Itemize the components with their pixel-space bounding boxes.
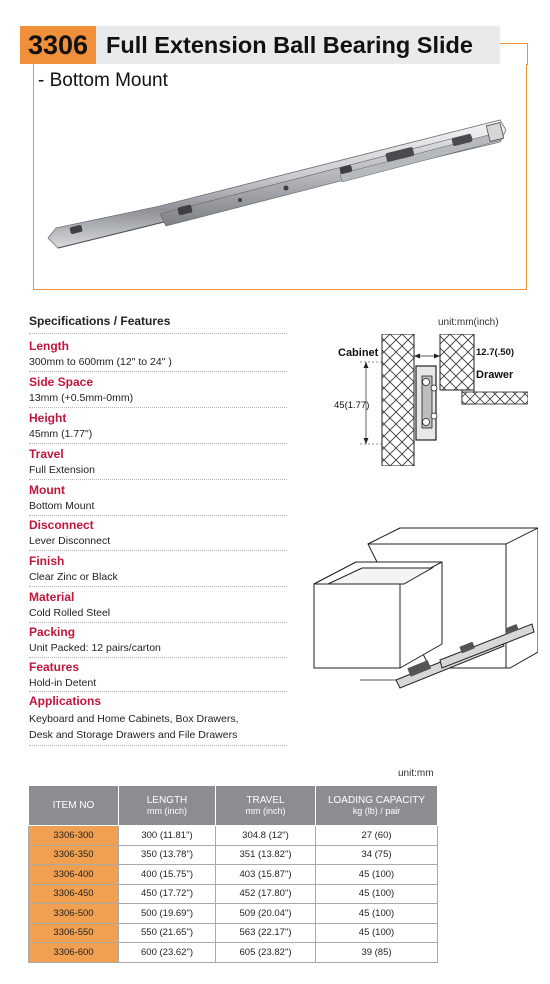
capacity-cell: 45 (100): [316, 904, 438, 924]
frame-corner: [500, 43, 528, 65]
length-cell: 500 (19.69"): [119, 904, 216, 924]
travel-cell: 351 (13.82"): [216, 845, 316, 865]
divider: [29, 479, 287, 480]
spec-value: Unit Packed: 12 pairs/carton: [29, 642, 161, 654]
divider: [29, 333, 287, 334]
spec-label: Applications: [29, 694, 102, 708]
travel-cell: 403 (15.87"): [216, 865, 316, 885]
spec-label: Travel: [29, 447, 64, 461]
spec-value: 13mm (+0.5mm-0mm): [29, 392, 134, 404]
spec-label: Packing: [29, 625, 76, 639]
divider: [29, 407, 287, 408]
divider: [29, 657, 287, 658]
spec-value: Desk and Storage Drawers and File Drawers: [29, 729, 238, 741]
item-no-cell: 3306-350: [29, 845, 119, 865]
height-dimension-label: 45(1.77): [334, 400, 370, 411]
divider: [29, 550, 287, 551]
spec-travel: [29, 447, 289, 477]
travel-cell: 304.8 (12"): [216, 826, 316, 846]
table-row: [29, 904, 438, 924]
model-spec-table: [28, 785, 438, 963]
table-row: [29, 826, 438, 846]
divider: [29, 443, 287, 444]
spec-packing: [29, 625, 289, 655]
divider: [29, 691, 287, 692]
spec-value: 45mm (1.77"): [29, 428, 93, 440]
specs-heading: Specifications / Features: [29, 314, 171, 328]
cabinet-label: Cabinet: [338, 347, 379, 359]
column-header-loading-capacity: LOADING CAPACITY kg (lb) / pair: [316, 786, 438, 826]
item-no-cell: 3306-450: [29, 884, 119, 904]
spec-label: Height: [29, 411, 67, 425]
travel-cell: 452 (17.80"): [216, 884, 316, 904]
unit-note: unit:mm(inch): [438, 317, 499, 328]
product-photo: [40, 110, 510, 260]
item-no-cell: 3306-300: [29, 826, 119, 846]
capacity-cell: 39 (85): [316, 943, 438, 963]
spec-value: Bottom Mount: [29, 500, 95, 512]
spec-value: Full Extension: [29, 464, 95, 476]
travel-cell: 605 (23.82"): [216, 943, 316, 963]
table-header-row: [29, 786, 438, 826]
column-header-length: LENGTH mm (inch): [119, 786, 216, 826]
spec-label: Material: [29, 590, 75, 604]
table-row: [29, 923, 438, 943]
table-row: [29, 884, 438, 904]
spec-value: Hold-in Detent: [29, 677, 97, 689]
item-no-cell: 3306-500: [29, 904, 119, 924]
spec-label: Length: [29, 339, 69, 353]
divider: [29, 515, 287, 516]
table-row: [29, 865, 438, 885]
divider: [29, 586, 287, 587]
side-space-label: 12.7(.50): [476, 347, 515, 358]
spec-features: [29, 660, 289, 690]
column-header-travel: TRAVEL mm (inch): [216, 786, 316, 826]
table-row: [29, 943, 438, 963]
spec-label: Side Space: [29, 375, 94, 389]
divider: [29, 745, 287, 746]
spec-label: Features: [29, 660, 80, 674]
capacity-cell: 34 (75): [316, 845, 438, 865]
length-cell: 600 (23.62"): [119, 943, 216, 963]
capacity-cell: 45 (100): [316, 865, 438, 885]
spec-finish: [29, 554, 289, 584]
column-header-item-no: ITEM NO: [29, 786, 119, 826]
divider: [29, 622, 287, 623]
spec-label: Finish: [29, 554, 65, 568]
capacity-cell: 45 (100): [316, 923, 438, 943]
length-cell: 300 (11.81"): [119, 826, 216, 846]
page-title: Full Extension Ball Bearing Slide: [106, 32, 473, 58]
spec-label: Disconnect: [29, 518, 94, 532]
spec-value: Cold Rolled Steel: [29, 607, 111, 619]
length-cell: 550 (21.65"): [119, 923, 216, 943]
drawer-installation-diagram: [300, 520, 538, 698]
spec-height: [29, 411, 289, 441]
item-no-cell: 3306-400: [29, 865, 119, 885]
spec-value: Clear Zinc or Black: [29, 571, 118, 583]
spec-disconnect: [29, 518, 289, 548]
spec-applications: [29, 694, 289, 742]
divider: [29, 371, 287, 372]
drawer-label: Drawer: [476, 369, 514, 381]
spec-value: Lever Disconnect: [29, 535, 111, 547]
item-no-cell: 3306-550: [29, 923, 119, 943]
travel-cell: 563 (22.17"): [216, 923, 316, 943]
capacity-cell: 45 (100): [316, 884, 438, 904]
model-number-badge: 3306: [20, 26, 96, 64]
length-cell: 450 (17.72"): [119, 884, 216, 904]
spec-value: 300mm to 600mm (12" to 24" ): [29, 356, 172, 368]
length-cell: 350 (13.78"): [119, 845, 216, 865]
travel-cell: 509 (20.04"): [216, 904, 316, 924]
length-cell: 400 (15.75"): [119, 865, 216, 885]
spec-value: Keyboard and Home Cabinets, Box Drawers,: [29, 713, 239, 725]
spec-length: [29, 339, 289, 369]
table-unit-note: unit:mm: [398, 768, 434, 779]
capacity-cell: 27 (60): [316, 826, 438, 846]
cross-section-diagram: [330, 334, 528, 466]
spec-mount: [29, 483, 289, 513]
spec-material: [29, 590, 289, 620]
spec-label: Mount: [29, 483, 65, 497]
table-row: [29, 845, 438, 865]
page-subtitle: - Bottom Mount: [38, 70, 168, 91]
item-no-cell: 3306-600: [29, 943, 119, 963]
spec-side-space: [29, 375, 289, 405]
